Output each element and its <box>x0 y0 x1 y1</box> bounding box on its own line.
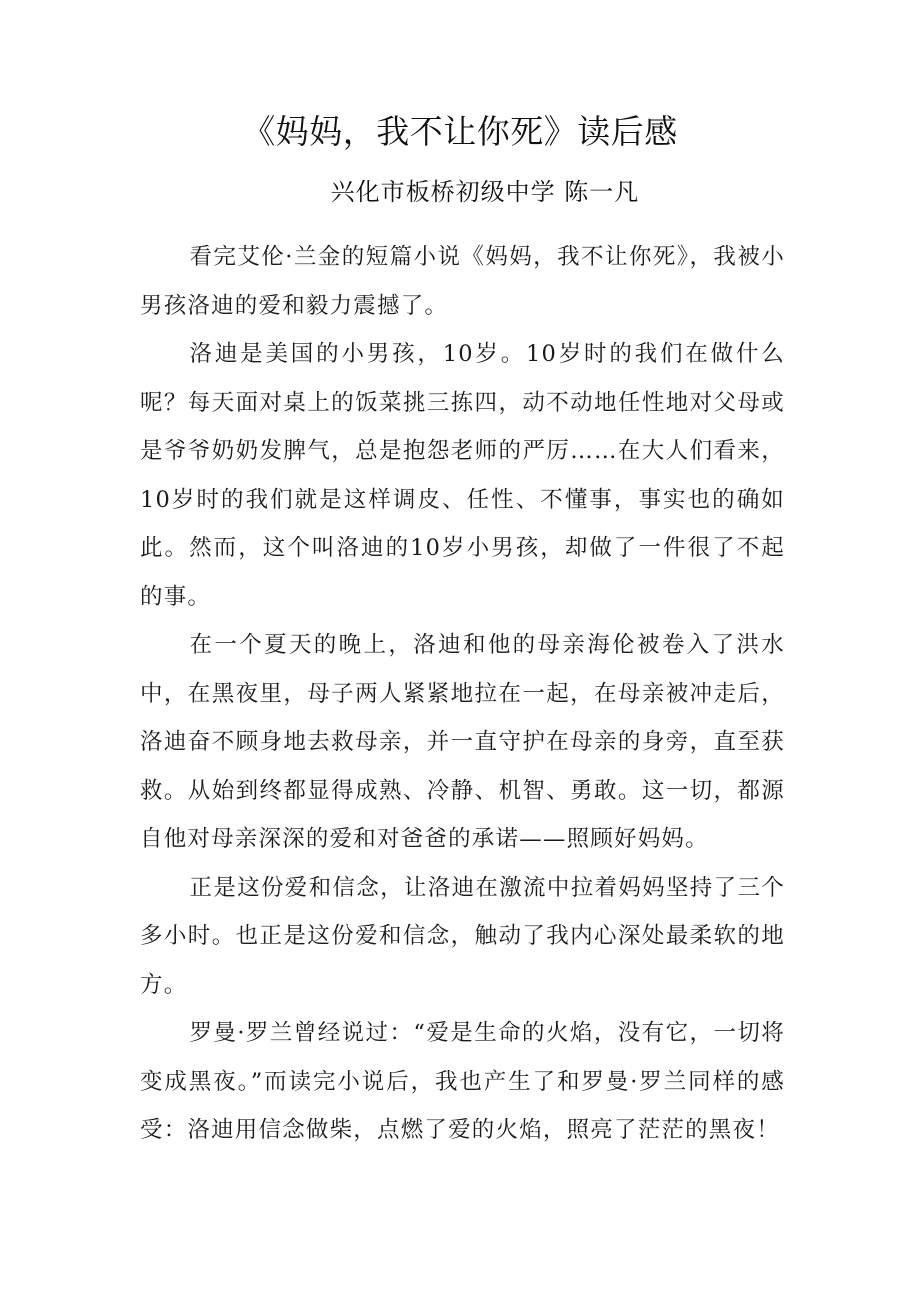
paragraph-2: 洛迪是美国的小男孩，10岁。10岁时的我们在做什么呢？每天面对桌上的饭菜挑三拣四，动不动地任性地对父母或是爷爷奶奶发脾气，总是抱怨老师的严厉……在大人们看来，10岁时的我们就是这样调皮、任性、不懂事，事实也的确如此。然而，这个叫洛迪的10岁小男孩，却做了一件很了不起的事。 <box>140 341 785 610</box>
author-line: 兴化市板桥初级中学 陈一凡 <box>330 178 640 206</box>
page-title: 《妈妈，我不让你死》读后感 <box>242 112 678 151</box>
paragraph-1: 看完艾伦·兰金的短篇小说《妈妈，我不让你死》，我被小男孩洛迪的爱和毅力震撼了。 <box>140 244 785 319</box>
paragraph-4: 正是这份爱和信念，让洛迪在激流中拉着妈妈坚持了三个多小时。也正是这份爱和信念，触动了我内心深处最柔软的地方。 <box>140 874 785 998</box>
essay-body <box>140 233 785 1155</box>
paragraph-5: 罗曼·罗兰曾经说过：“爱是生命的火焰，没有它，一切将变成黑夜。”而读完小说后，我也产生了和罗曼·罗兰同样的感受：洛迪用信念做柴，点燃了爱的火焰，照亮了茫茫的黑夜！ <box>140 1020 785 1143</box>
paragraph-3: 在一个夏天的晚上，洛迪和他的母亲海伦被卷入了洪水中，在黑夜里，母子两人紧紧地拉在一起，在母亲被冲走后，洛迪奋不顾身地去救母亲，并一直守护在母亲的身旁，直至获救。从始到终都显得成熟、冷静、机智、勇敢。这一切，都源自他对母亲深深的爱和对爸爸的承诺——照顾好妈妈。 <box>140 632 785 852</box>
